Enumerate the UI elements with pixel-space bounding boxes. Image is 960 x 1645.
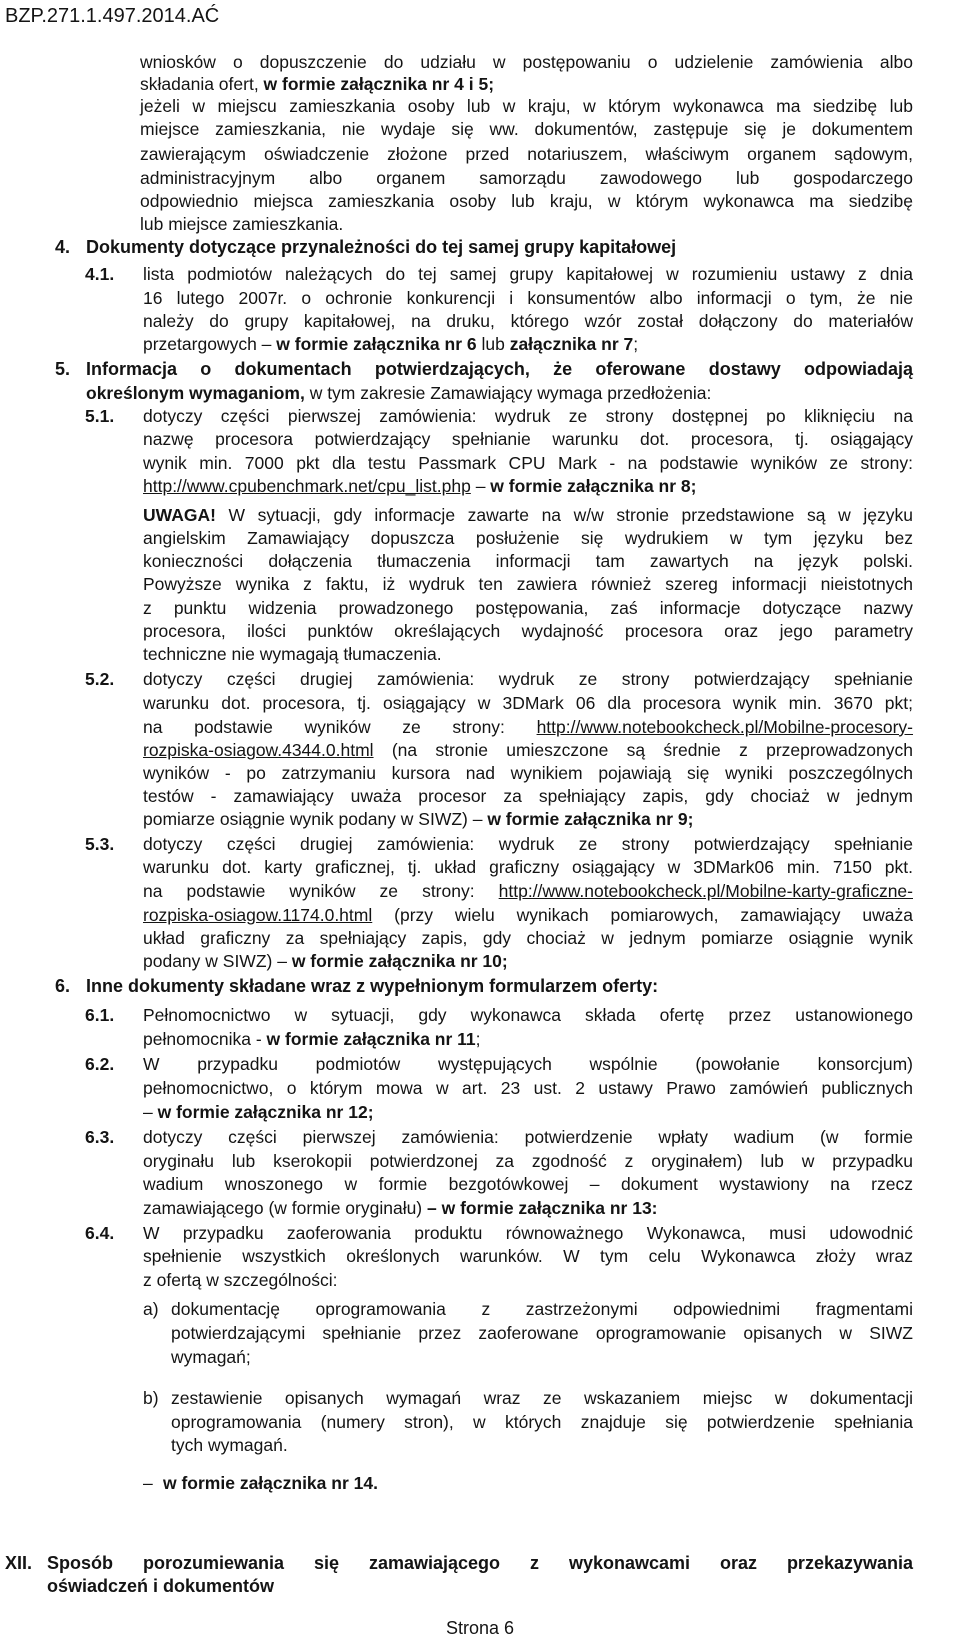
document-reference: BZP.271.1.497.2014.AĆ — [5, 5, 220, 27]
item-number: 6.2. — [85, 1054, 115, 1074]
text-line: pełnomocnika - w formie załącznika nr 11; — [143, 1029, 481, 1049]
warning-label: UWAGA! — [143, 505, 216, 525]
text-line: odpowiednio miejsca zamieszkania osoby lub kraju, w którym wykonawca ma siedzibę — [140, 191, 913, 211]
section-heading-cont: oświadczeń i dokumentów — [47, 1576, 275, 1596]
section-number: XII. — [5, 1553, 33, 1573]
text-line: tych wymagań. — [171, 1435, 288, 1455]
text-line: W przypadku zaoferowania produktu równoważnego Wykonawca, musi udowodnić — [143, 1223, 913, 1243]
text-line: testów - zamawiający uważa procesor za spełniający zapis, gdy chociaż w jednym — [143, 786, 913, 806]
text-line: konieczności dołączenia tłumaczenia informacji tam zawartych na język polski. — [143, 551, 913, 571]
text-line: dokumentację oprogramowania z zastrzeżonymi odpowiednimi fragmentami — [171, 1299, 913, 1319]
text-line: – w formie załącznika nr 12; — [143, 1102, 374, 1122]
text-line: dotyczy części drugiej zamówienia: wydruk ze strony potwierdzający spełnianie — [143, 834, 913, 854]
section-heading: Inne dokumenty składane wraz z wypełnionym formularzem oferty: — [86, 976, 659, 996]
item-number: 6.3. — [85, 1127, 115, 1147]
section-number: 4. — [55, 237, 71, 257]
page-footer: Strona 6 — [445, 1618, 515, 1638]
dash: – — [143, 1473, 153, 1493]
text-line: pomiarze osiągnie wynik podany w SIWZ) – w formie załącznika nr 9; — [143, 809, 694, 829]
text-line: na podstawie wyników ze strony: http://www.notebookcheck.pl/Mobilne-procesory- — [143, 717, 913, 737]
text-line: z punktu widzenia prowadzonego postępowania, zaś informacje dotyczące nazwy — [143, 598, 913, 618]
text-line: układ graficzny za spełniający zapis, gdy chociaż w jednym pomiarze osiągnie wynik — [143, 928, 913, 948]
text-line: na podstawie wyników ze strony: http://www.notebookcheck.pl/Mobilne-karty-graficzne- — [143, 881, 913, 901]
text-line: 16 lutego 2007r. o ochronie konkurencji i konsumentów albo informacji o tym, że nie — [143, 288, 913, 308]
text-line: zawierającym oświadczenie złożone przed notariuszem, właściwym organem sądowym, — [140, 144, 913, 164]
section-number: 6. — [55, 976, 71, 996]
text-line: składania ofert, w formie załącznika nr 4 i 5; — [140, 74, 495, 94]
text-line: W przypadku podmiotów występujących wspólnie (powołanie konsorcjum) — [143, 1054, 913, 1074]
text-line: administracyjnym albo organem samorządu zawodowego lub gospodarczego — [140, 168, 913, 188]
item-number: 4.1. — [85, 264, 115, 284]
text-line: wymagań; — [171, 1347, 251, 1367]
item-number: 5.1. — [85, 406, 115, 426]
item-number: 5.3. — [85, 834, 115, 854]
item-number: 6.4. — [85, 1223, 115, 1243]
text-line: procesora, ilości punktów określających wydajność procesora oraz jego parametry — [143, 621, 913, 641]
list-marker: a) — [143, 1299, 159, 1319]
text-line: jeżeli w miejscu zamieszkania osoby lub w kraju, w którym wykonawca ma siedzibę lub — [140, 96, 913, 116]
text-line: rozpiska-osiagow.1174.0.html (przy wielu wynikach pomiarowych, zamawiający uważa — [143, 905, 913, 925]
text-line: zestawienie opisanych wymagań wraz ze wskazaniem miejsc w dokumentacji — [171, 1388, 913, 1408]
text-line: miejsce zamieszkania, nie wydaje się ww. dokumentów, zastępuje się je dokumentem — [140, 119, 913, 139]
item-number: 6.1. — [85, 1005, 115, 1025]
text-line: http://www.cpubenchmark.net/cpu_list.php – w formie załącznika nr 8; — [143, 476, 697, 496]
text-line: angielskim Zamawiający dopuszcza posłużenie się wydrukiem w tym języku bez — [143, 528, 913, 548]
notebookcheck-gpu-link-cont[interactable]: rozpiska-osiagow.1174.0.html — [143, 905, 373, 925]
section-number: 5. — [55, 359, 71, 379]
text-line: wyników - po zatrzymaniu kursora nad wynikiem pojawiają się wyniki poszczególnych — [143, 763, 913, 783]
text-line: dotyczy części pierwszej zamówienia: potwierdzenie wpłaty wadium (w formie — [143, 1127, 913, 1147]
text-line: warunku dot. karty graficznej, tj. układ graficzny osiągający w 3DMark06 min. 7150 pkt. — [143, 857, 913, 877]
text-line: należy do grupy kapitałowej, na druku, którego wzór został dołączony do materiałów — [143, 311, 913, 331]
text-line: zamawiającego (w formie oryginału) – w formie załącznika nr 13: — [143, 1198, 658, 1218]
item-number: 5.2. — [85, 669, 115, 689]
list-marker: b) — [143, 1388, 159, 1408]
text-line: lub miejsce zamieszkania. — [140, 214, 344, 234]
text-line: dotyczy części drugiej zamówienia: wydruk ze strony potwierdzający spełnianie — [143, 669, 913, 689]
notebookcheck-cpu-link-cont[interactable]: rozpiska-osiagow.4344.0.html — [143, 740, 374, 760]
section-heading: Dokumenty dotyczące przynależności do tej samej grupy kapitałowej — [86, 237, 677, 257]
text-line: oprogramowania (numery stron), w których znajduje się potwierdzenie spełniania — [171, 1412, 913, 1432]
text-line: Pełnomocnictwo w sytuacji, gdy wykonawca składa ofertę przez ustanowionego — [143, 1005, 913, 1025]
text-line: dotyczy części pierwszej zamówienia: wydruk ze strony dostępnej po kliknięciu na — [143, 406, 913, 426]
notebookcheck-gpu-link[interactable]: http://www.notebookcheck.pl/Mobilne-karty-graficzne- — [498, 881, 913, 901]
text-line: nazwę procesora potwierdzający spełnianie warunku dot. procesora, tj. osiągający — [143, 429, 913, 449]
text-line: wniosków o dopuszczenie do udziału w postępowaniu o udzielenie zamówienia albo — [140, 52, 913, 72]
text-line: spełnienie wszystkich określonych warunków. W tym celu Wykonawca złoży wraz — [143, 1246, 913, 1266]
text-line: UWAGA! W sytuacji, gdy informacje zawarte na w/w stronie przedstawione są w języku — [143, 505, 913, 525]
text-line: Powyższe wynika z faktu, iż wydruk ten zawiera również szereg informacji nieistotnych — [143, 574, 913, 594]
text-line: pełnomocnictwo, o którym mowa w art. 23 ust. 2 ustawy Prawo zamówień publicznych — [143, 1078, 913, 1098]
text-line: oryginału lub kserokopii potwierdzonej za zgodność z oryginałem) lub w przypadku — [143, 1151, 913, 1171]
text-line: warunku dot. procesora, tj. osiągający w 3DMark 06 dla procesora wynik min. 3670 pkt; — [143, 693, 913, 713]
section-heading: Sposób porozumiewania się zamawiającego z wykonawcami oraz przekazywania — [47, 1553, 913, 1573]
cpubenchmark-link[interactable]: http://www.cpubenchmark.net/cpu_list.php — [143, 476, 471, 496]
text-line: w formie załącznika nr 14. — [163, 1473, 378, 1493]
text-line: lista podmiotów należących do tej samej grupy kapitałowej w rozumieniu ustawy z dnia — [143, 264, 913, 284]
text-line: potwierdzającymi spełnianie przez zaoferowane oprogramowanie opisanych w SIWZ — [171, 1323, 913, 1343]
text-line: z ofertą w szczególności: — [143, 1270, 338, 1290]
text-line: techniczne nie wymagają tłumaczenia. — [143, 644, 442, 664]
text-line: przetargowych – w formie załącznika nr 6 lub załącznika nr 7; — [143, 334, 639, 354]
notebookcheck-cpu-link[interactable]: http://www.notebookcheck.pl/Mobilne-procesory- — [536, 717, 913, 737]
text-line: wadium wnoszonego w formie bezgotówkowej – dokument wystawiony na rzecz — [143, 1174, 913, 1194]
text-line: rozpiska-osiagow.4344.0.html (na stronie umieszczone są średnie z przeprowadzonych — [143, 740, 913, 760]
section-heading: Informacja o dokumentach potwierdzających, że oferowane dostawy odpowiadają — [86, 359, 913, 379]
text-line: wynik min. 7000 pkt dla testu Passmark CPU Mark - na podstawie wyników ze strony: — [143, 453, 913, 473]
text-line: podany w SIWZ) – w formie załącznika nr 10; — [143, 951, 508, 971]
text-line: określonym wymaganiom, w tym zakresie Zamawiający wymaga przedłożenia: — [86, 383, 712, 403]
